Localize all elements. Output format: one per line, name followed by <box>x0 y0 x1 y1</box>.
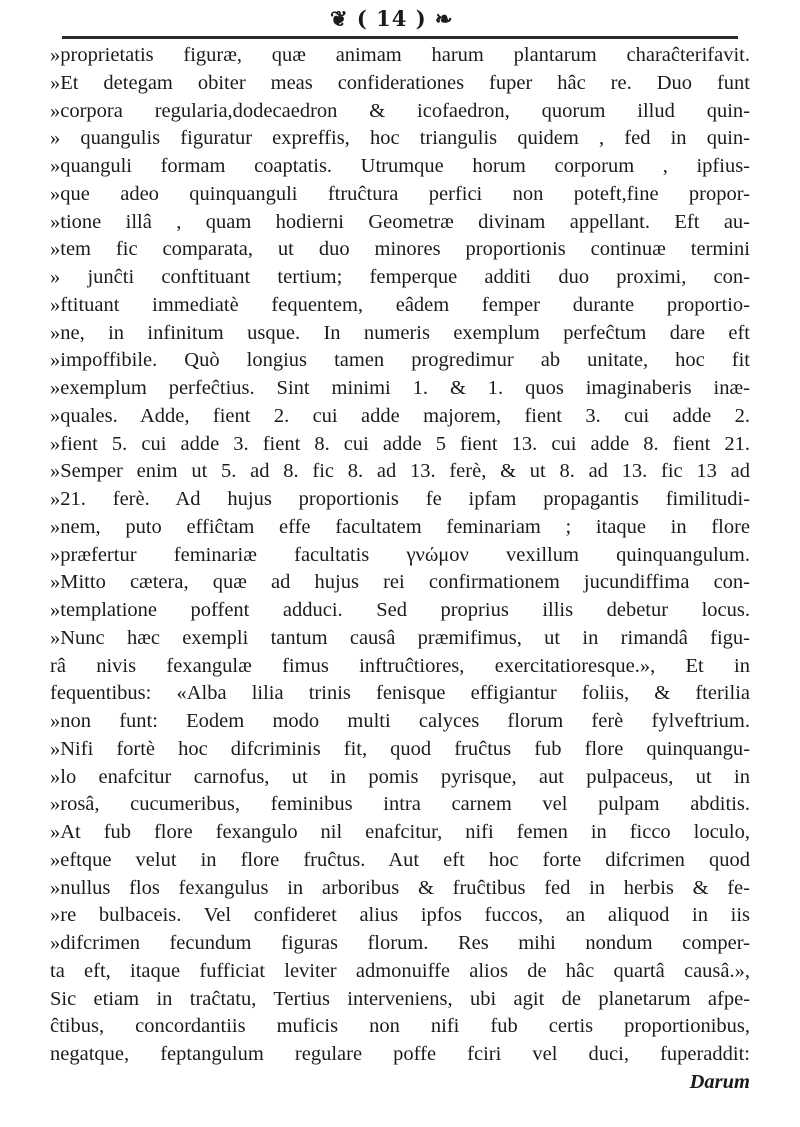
text-line: ta eft, itaque fufficiat leviter admonuiffe alios de hâc quartâ causâ.», <box>50 959 750 982</box>
text-line: »templatione poffent adduci. Sed proprius illis debetur locus. <box>50 599 750 621</box>
text-line: »21. ferè. Ad hujus proportionis fe ipfam propagantis fimilitudi- <box>50 488 750 510</box>
text-line: »tione illâ , quam hodierni Geometræ divinam appellant. Eft au- <box>50 210 750 233</box>
text-line: »corpora regularia,dodecaedron & icofaedron, quorum illud quin- <box>50 99 750 122</box>
text-line: »At fub flore fexangulo nil enafcitur, nifi femen in ficco loculo, <box>50 821 750 843</box>
text-line: negatque, feptangulum regulare poffe fciri vel duci, fuperaddit: <box>50 1043 750 1065</box>
text-line: » quangulis figuratur expreffis, hoc triangulis quidem , fed in quin- <box>50 127 750 150</box>
text-line: »nem, puto effiĉtam effe facultatem feminariam ; itaque in flore <box>50 515 750 538</box>
text-line: »impoffibile. Quò longius tamen progredimur ab unitate, hoc fit <box>50 349 750 372</box>
text-line: »tem fic comparata, ut duo minores proportionis continuæ termini <box>50 238 750 261</box>
text-line: »proprietatis figuræ, quæ animam harum plantarum charaĉterifavit. <box>50 44 750 66</box>
text-line: ĉtibus, concordantiis muficis non nifi fub certis proportionibus, <box>50 1015 750 1038</box>
body-text <box>50 42 750 1097</box>
text-line: »difcrimen fecundum figuras florum. Res mihi nondum comper- <box>50 932 750 954</box>
text-line: râ nivis fexangulæ fimus inftruĉtiores, exercitatioresque.», Et in <box>50 654 750 677</box>
text-line: »eftque velut in flore fruĉtus. Aut eft hoc forte difcrimen quod <box>50 848 750 871</box>
text-line: »Nunc hæc exempli tantum causâ præmifimus, ut in rimandâ figu- <box>50 626 750 649</box>
text-line: »ftituant immediatè fequentem, eâdem femper durante proportio- <box>50 293 750 316</box>
text-line: » junĉti conftituant tertium; femperque additi duo proximi, con- <box>50 266 750 288</box>
text-line: »fient 5. cui adde 3. fient 8. cui adde 5 fient 13. cui adde 8. fient 21. <box>50 432 750 455</box>
text-line: Sic etiam in traĉtatu, Tertius interveniens, ubi agit de planetarum afpe- <box>50 987 750 1010</box>
text-line: »ne, in infinitum usque. In numeris exemplum perfeĉtum dare eft <box>50 321 750 344</box>
text-line: fequentibus: «Alba lilia trinis fenisque effigiantur foliis, & fterilia <box>50 682 750 705</box>
catchword: Darum <box>689 1070 750 1093</box>
text-line: »quanguli formam coaptatis. Utrumque horum corporum , ipfius- <box>50 155 750 177</box>
text-line: »Mitto cætera, quæ ad hujus rei confirmationem jucundiffima con- <box>50 571 750 594</box>
text-line: »rosâ, cucumeribus, feminibus intra carnem vel pulpam abditis. <box>50 793 750 816</box>
page-header <box>0 4 800 38</box>
text-line: »que adeo quinquanguli ftruĉtura perfici non poteft,fine propor- <box>50 182 750 205</box>
text-line: »exemplum perfeĉtius. Sint minimi 1. & 1. quos imaginaberis inæ- <box>50 377 750 399</box>
text-line: »nullus flos fexangulus in arboribus & fruĉtibus fed in herbis & fe- <box>50 876 750 899</box>
text-line: »lo enafcitur carnofus, ut in pomis pyrisque, aut pulpaceus, ut in <box>50 765 750 788</box>
header-rule <box>62 36 738 39</box>
text-line: »præfertur feminariæ facultatis γνώμον vexillum quinquangulum. <box>50 543 750 566</box>
text-line: »Nifi fortè hoc difcriminis fit, quod fruĉtus fub flore quinquangu- <box>50 737 750 760</box>
text-line: »re bulbaceis. Vel confideret alius ipfos fuccos, an aliquod in iis <box>50 904 750 927</box>
text-line: »non funt: Eodem modo multi calyces florum ferè fylveftrium. <box>50 710 750 732</box>
page-number: ❦ ( 14 ) ❧ <box>330 6 454 31</box>
text-line: »quales. Adde, fient 2. cui adde majorem, fient 3. cui adde 2. <box>50 404 750 427</box>
text-line: »Semper enim ut 5. ad 8. fic 8. ad 13. ferè, & ut 8. ad 13. fic 13 ad <box>50 460 750 483</box>
text-line: »Et detegam obiter meas confiderationes fuper hâc re. Duo funt <box>50 71 750 94</box>
